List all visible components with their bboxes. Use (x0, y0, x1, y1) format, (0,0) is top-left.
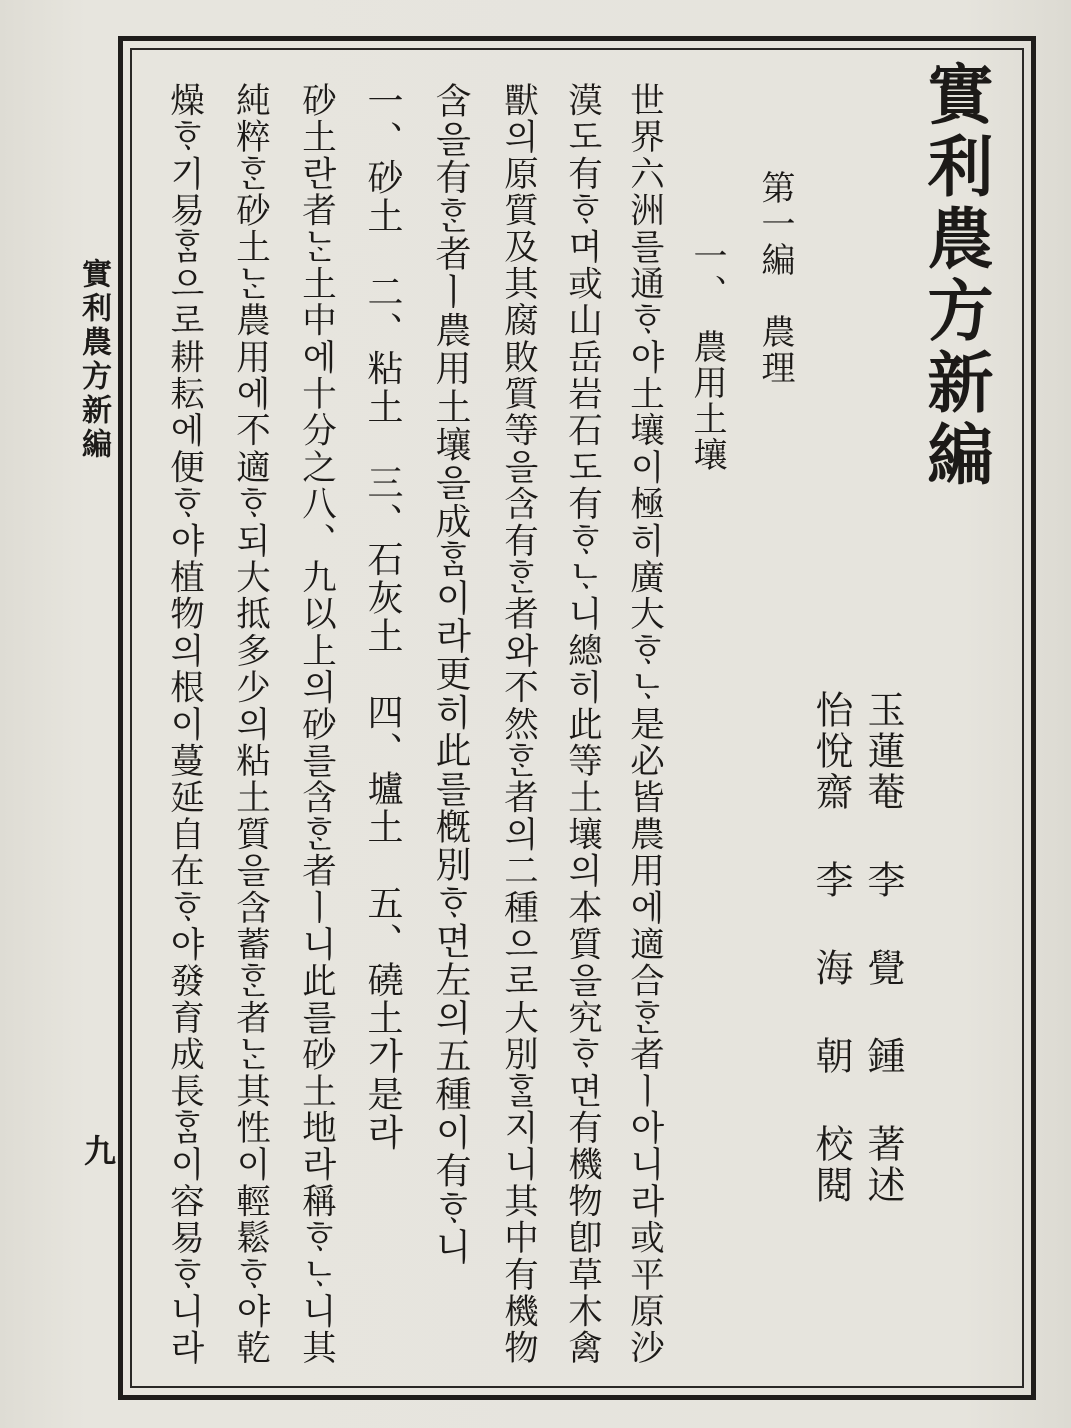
body-line: 獸의原質及其腐敗質等을含有ᄒᆞᆫ者와不然ᄒᆞᆫ者의二種으로大別ᄒᆞᆯ지니其中有機物 (497, 82, 538, 1367)
body-line: 一、砂土 二、粘土 三、石灰土 四、壚土 五、磽土가是라 (362, 82, 403, 1152)
chapter-heading: 一、 農用土壤 (687, 238, 727, 473)
body-line: 世界六洲를通ᄒᆞ야土壤이極히廣大ᄒᆞᄂᆞ是必皆農用에適合ᄒᆞᆫ者ㅣ아니라或平原沙 (623, 82, 664, 1367)
page-number: 九 (79, 1134, 117, 1166)
body-line: 純粹ᄒᆞᆫ砂土ᄂᆞᆫ農用에不適ᄒᆞ되大抵多少의粘土質을含蓄ᄒᆞᆫ者ᄂᆞᆫ其性이輕鬆ᄒᆞ야乾 (229, 82, 270, 1367)
reviser-line: 怡悅齋 李 海 朝 校閱 (809, 690, 853, 1206)
running-title: 實利農方新編 (76, 258, 111, 462)
part-heading: 第一編 農理 (755, 170, 795, 386)
book-title: 實利農方新編 (916, 60, 994, 492)
body-line: 砂土란者ᄂᆞᆫ土中에十分之八、九以上의砂를含ᄒᆞᆫ者ㅣ니此를砂土地라稱ᄒᆞᄂᆞ니其 (295, 82, 336, 1367)
body-line: 含을有ᄒᆞᆫ者ㅣ農用土壤을成ᄒᆞᆷ이라更히此를槪別ᄒᆞ면左의五種이有ᄒᆞ니 (430, 82, 471, 1267)
body-line: 漠도有ᄒᆞ며或山岳岩石도有ᄒᆞᄂᆞ니總히此等土壤의本質을究ᄒᆞ면有機物卽草木禽 (561, 82, 602, 1367)
body-line: 燥ᄒᆞ기易ᄒᆞᆷ으로耕耘에便ᄒᆞ야植物의根이蔓延自在ᄒᆞ야發育成長ᄒᆞᆷ이容易ᄒᆞ니라 (163, 82, 204, 1367)
author-line: 玉蓮菴 李 覺 鍾 著述 (861, 690, 905, 1206)
